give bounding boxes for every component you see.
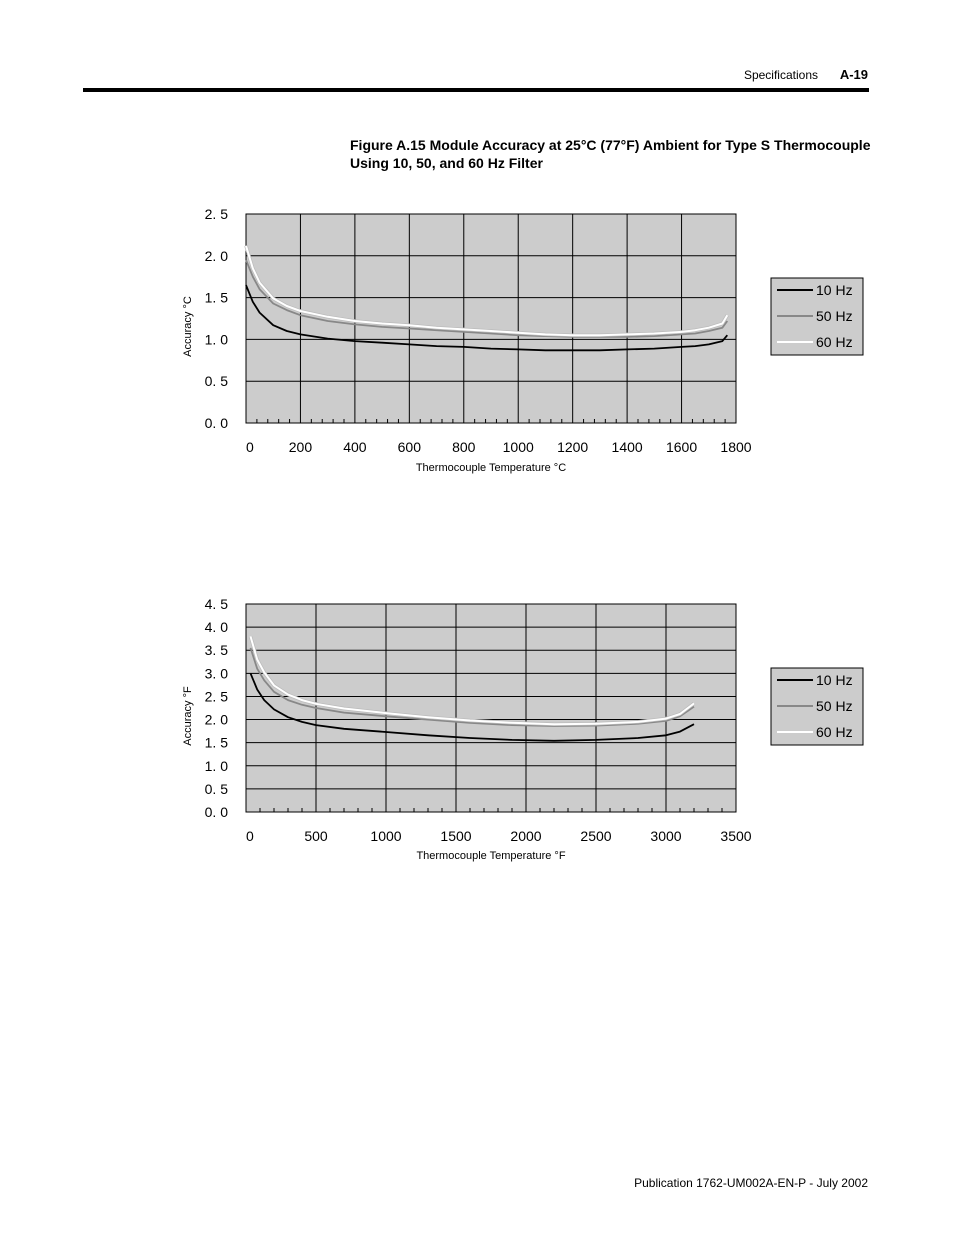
y-tick-label: 2. 5 bbox=[204, 688, 228, 705]
x-tick-label: 1000 bbox=[502, 439, 534, 455]
y-tick-label: 3. 5 bbox=[204, 642, 228, 659]
y-tick-label: 0. 5 bbox=[204, 780, 228, 797]
x-tick-label: 200 bbox=[288, 439, 313, 455]
y-tick-label: 1. 0 bbox=[204, 757, 228, 774]
legend-label-50hz: 50 Hz bbox=[816, 698, 853, 714]
figure-title-line-1: Figure A.15 Module Accuracy at 25°C (77°F) Ambient for Type S Thermocouple bbox=[350, 137, 871, 153]
y-tick-label: 3. 0 bbox=[204, 665, 228, 682]
y-tick-label: 2. 0 bbox=[204, 247, 228, 264]
x-tick-label: 2000 bbox=[510, 828, 542, 844]
y-axis-title: Accuracy °F bbox=[182, 686, 194, 746]
x-tick-label: 1600 bbox=[665, 439, 698, 455]
header-page-number: A-19 bbox=[839, 67, 868, 82]
legend-label-60hz: 60 Hz bbox=[816, 334, 853, 350]
y-tick-label: 2. 5 bbox=[204, 206, 228, 222]
x-tick-label: 400 bbox=[343, 439, 367, 455]
x-tick-label: 1500 bbox=[440, 828, 472, 844]
x-tick-label: 1400 bbox=[611, 439, 643, 455]
legend-label-10hz: 10 Hz bbox=[816, 672, 853, 688]
x-tick-label: 1000 bbox=[370, 828, 402, 844]
x-tick-label: 800 bbox=[452, 439, 476, 455]
header-section-name: Specifications bbox=[743, 68, 818, 82]
legend-label-50hz: 50 Hz bbox=[816, 308, 853, 324]
x-tick-label: 600 bbox=[397, 439, 422, 455]
x-tick-label: 500 bbox=[304, 828, 328, 844]
legend-label-60hz: 60 Hz bbox=[816, 724, 853, 740]
y-tick-label: 2. 0 bbox=[204, 711, 228, 728]
y-tick-label: 0. 0 bbox=[204, 415, 228, 431]
y-tick-label: 1. 0 bbox=[204, 331, 228, 348]
figure-title-line-2: Using 10, 50, and 60 Hz Filter bbox=[350, 155, 543, 171]
x-tick-label: 0 bbox=[246, 439, 254, 455]
x-tick-label: 0 bbox=[246, 828, 254, 844]
y-tick-label: 4. 5 bbox=[204, 596, 228, 612]
x-tick-label: 3500 bbox=[720, 828, 752, 844]
y-tick-label: 4. 0 bbox=[204, 619, 228, 636]
y-tick-label: 1. 5 bbox=[204, 289, 228, 306]
x-axis-title: Thermocouple Temperature °F bbox=[416, 850, 566, 862]
x-tick-label: 2500 bbox=[580, 828, 612, 844]
x-tick-label: 3000 bbox=[650, 828, 682, 844]
y-axis-title: Accuracy °C bbox=[182, 296, 194, 357]
y-tick-label: 1. 5 bbox=[204, 734, 228, 751]
y-tick-label: 0. 5 bbox=[204, 373, 228, 390]
x-tick-label: 1800 bbox=[720, 439, 752, 455]
legend-label-10hz: 10 Hz bbox=[816, 282, 853, 298]
x-axis-title: Thermocouple Temperature °C bbox=[415, 462, 567, 474]
publication-footer: Publication 1762-UM002A-EN-P - July 2002 bbox=[634, 1176, 868, 1190]
y-tick-label: 0. 0 bbox=[204, 804, 228, 820]
x-tick-label: 1200 bbox=[557, 439, 589, 455]
